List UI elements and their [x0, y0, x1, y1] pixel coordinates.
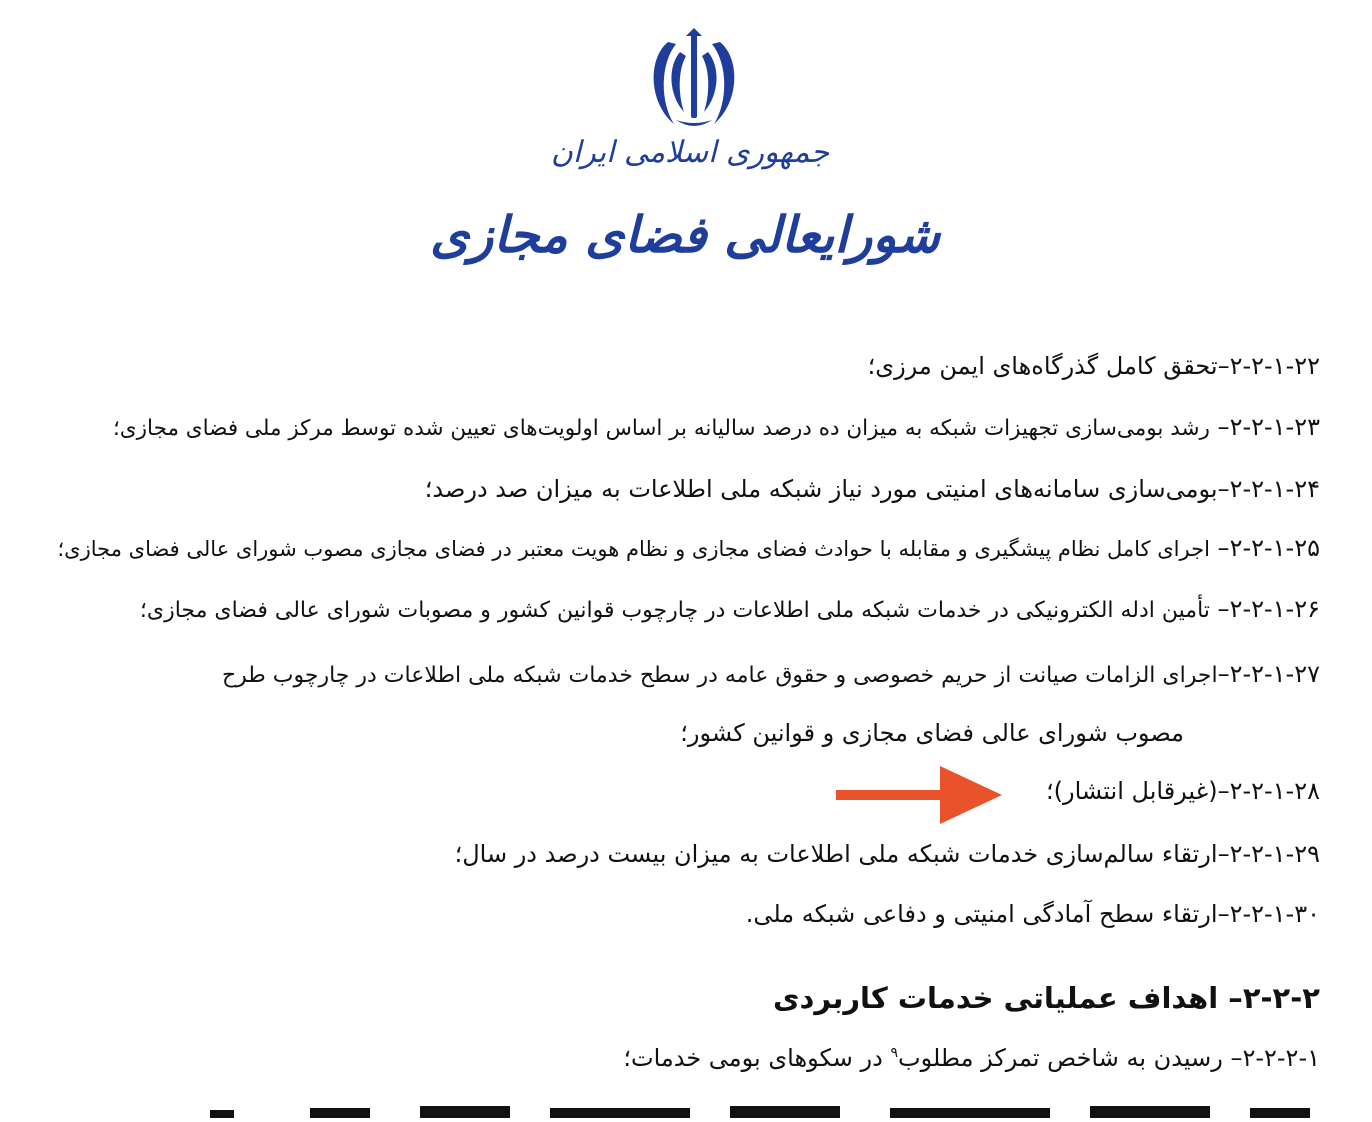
item-text: رسیدن به شاخص تمرکز مطلوب: [897, 1044, 1223, 1072]
list-item: ۲-۲-۱-۲۸–(غیرقابل انتشار)؛: [1046, 777, 1320, 805]
list-item: ۲-۲-۲-۱– رسیدن به شاخص تمرکز مطلوب$^۹$ در سکوهای بومی خدمات؛: [623, 1044, 1320, 1072]
item-number: ۲-۲-۱-۳۰: [1229, 900, 1320, 928]
item-text: اجرای کامل نظام پیشگیری و مقابله با حوادث فضای مجازی و نظام هویت معتبر در فضای مجازی مصوب شورای عالی فضای مجازی؛: [57, 537, 1210, 561]
item-number: ۲-۲-۱-۲۹: [1229, 840, 1320, 868]
footnote-marker: ۹: [890, 1045, 898, 1061]
list-item: ۲-۲-۱-۲۷–اجرای الزامات صیانت از حریم خصوصی و حقوق عامه در سطح خدمات شبکه ملی اطلاعات در چارچوب طرح: [221, 660, 1320, 688]
item-number: ۲-۲-۱-۲۴: [1229, 475, 1320, 503]
item-number: ۲-۲-۱-۲۷: [1229, 660, 1320, 688]
list-item: ۲-۲-۱-۲۵– اجرای کامل نظام پیشگیری و مقابله با حوادث فضای مجازی و نظام هویت معتبر در فضای مجازی مصوب شورای عالی فضای مجازی؛: [57, 534, 1320, 562]
section-number: ۲-۲-۲: [1242, 981, 1320, 1015]
item-text: ارتقاء سطح آمادگی امنیتی و دفاعی شبکه ملی.: [745, 900, 1218, 928]
iran-emblem-icon: [646, 28, 742, 132]
item-number: ۲-۲-۱-۲۵: [1229, 534, 1320, 562]
header-title: شورایعالی فضای مجازی: [430, 205, 940, 264]
item-text-after: در سکوهای بومی خدمات؛: [623, 1044, 883, 1072]
list-item: ۲-۲-۱-۲۴–بومی‌سازی سامانه‌های امنیتی مورد نیاز شبکه ملی اطلاعات به میزان صد درصد؛: [424, 475, 1320, 503]
list-item-continuation: مصوب شورای عالی فضای مجازی و قوانین کشور؛: [680, 719, 1184, 747]
item-text: بومی‌سازی سامانه‌های امنیتی مورد نیاز شبکه ملی اطلاعات به میزان صد درصد؛: [424, 475, 1218, 503]
item-text: ارتقاء سالم‌سازی خدمات شبکه ملی اطلاعات به میزان بیست درصد در سال؛: [454, 840, 1218, 868]
arrow-right-icon: [836, 766, 1002, 824]
item-number: ۲-۲-۱-۲۲: [1229, 352, 1320, 380]
header-subtitle: جمهوری اسلامی ایران: [550, 135, 830, 170]
list-item: ۲-۲-۱-۲۳– رشد بومی‌سازی تجهیزات شبکه به میزان ده درصد سالیانه بر اساس اولویت‌های تعیین شده توسط مرکز ملی فضای مجازی؛: [112, 413, 1320, 441]
section-heading: ۲-۲-۲– اهداف عملیاتی خدمات کاربردی: [772, 981, 1320, 1015]
item-text: تأمین ادله الکترونیکی در خدمات شبکه ملی اطلاعات در چارچوب قوانین کشور و مصوبات شورای عالی فضای مجازی؛: [139, 598, 1210, 623]
item-text: (غیرقابل انتشار)؛: [1046, 777, 1218, 805]
item-text: اجرای الزامات صیانت از حریم خصوصی و حقوق عامه در سطح خدمات شبکه ملی اطلاعات در چارچوب طرح: [221, 663, 1218, 688]
list-item: ۲-۲-۱-۳۰–ارتقاء سطح آمادگی امنیتی و دفاعی شبکه ملی.: [745, 900, 1320, 928]
item-text: رشد بومی‌سازی تجهیزات شبکه به میزان ده درصد سالیانه بر اساس اولویت‌های تعیین شده توسط مرکز ملی فضای مجازی؛: [112, 416, 1210, 441]
list-item: ۲-۲-۱-۲۲–تحقق کامل گذرگاه‌های ایمن مرزی؛: [867, 352, 1320, 380]
list-item: ۲-۲-۱-۲۶– تأمین ادله الکترونیکی در خدمات شبکه ملی اطلاعات در چارچوب قوانین کشور و مصوبات شورای عالی فضای مجازی؛: [139, 595, 1320, 623]
item-number: ۲-۲-۲-۱: [1242, 1044, 1320, 1072]
item-number: ۲-۲-۱-۲۶: [1229, 595, 1320, 623]
list-item: ۲-۲-۱-۲۹–ارتقاء سالم‌سازی خدمات شبکه ملی اطلاعات به میزان بیست درصد در سال؛: [454, 840, 1320, 868]
item-number: ۲-۲-۱-۲۸: [1229, 777, 1320, 805]
cut-off-text-line: [190, 1104, 1320, 1122]
item-number: ۲-۲-۱-۲۳: [1229, 413, 1320, 441]
section-title: اهداف عملیاتی خدمات کاربردی: [772, 981, 1219, 1015]
item-text: تحقق کامل گذرگاه‌های ایمن مرزی؛: [867, 352, 1218, 380]
